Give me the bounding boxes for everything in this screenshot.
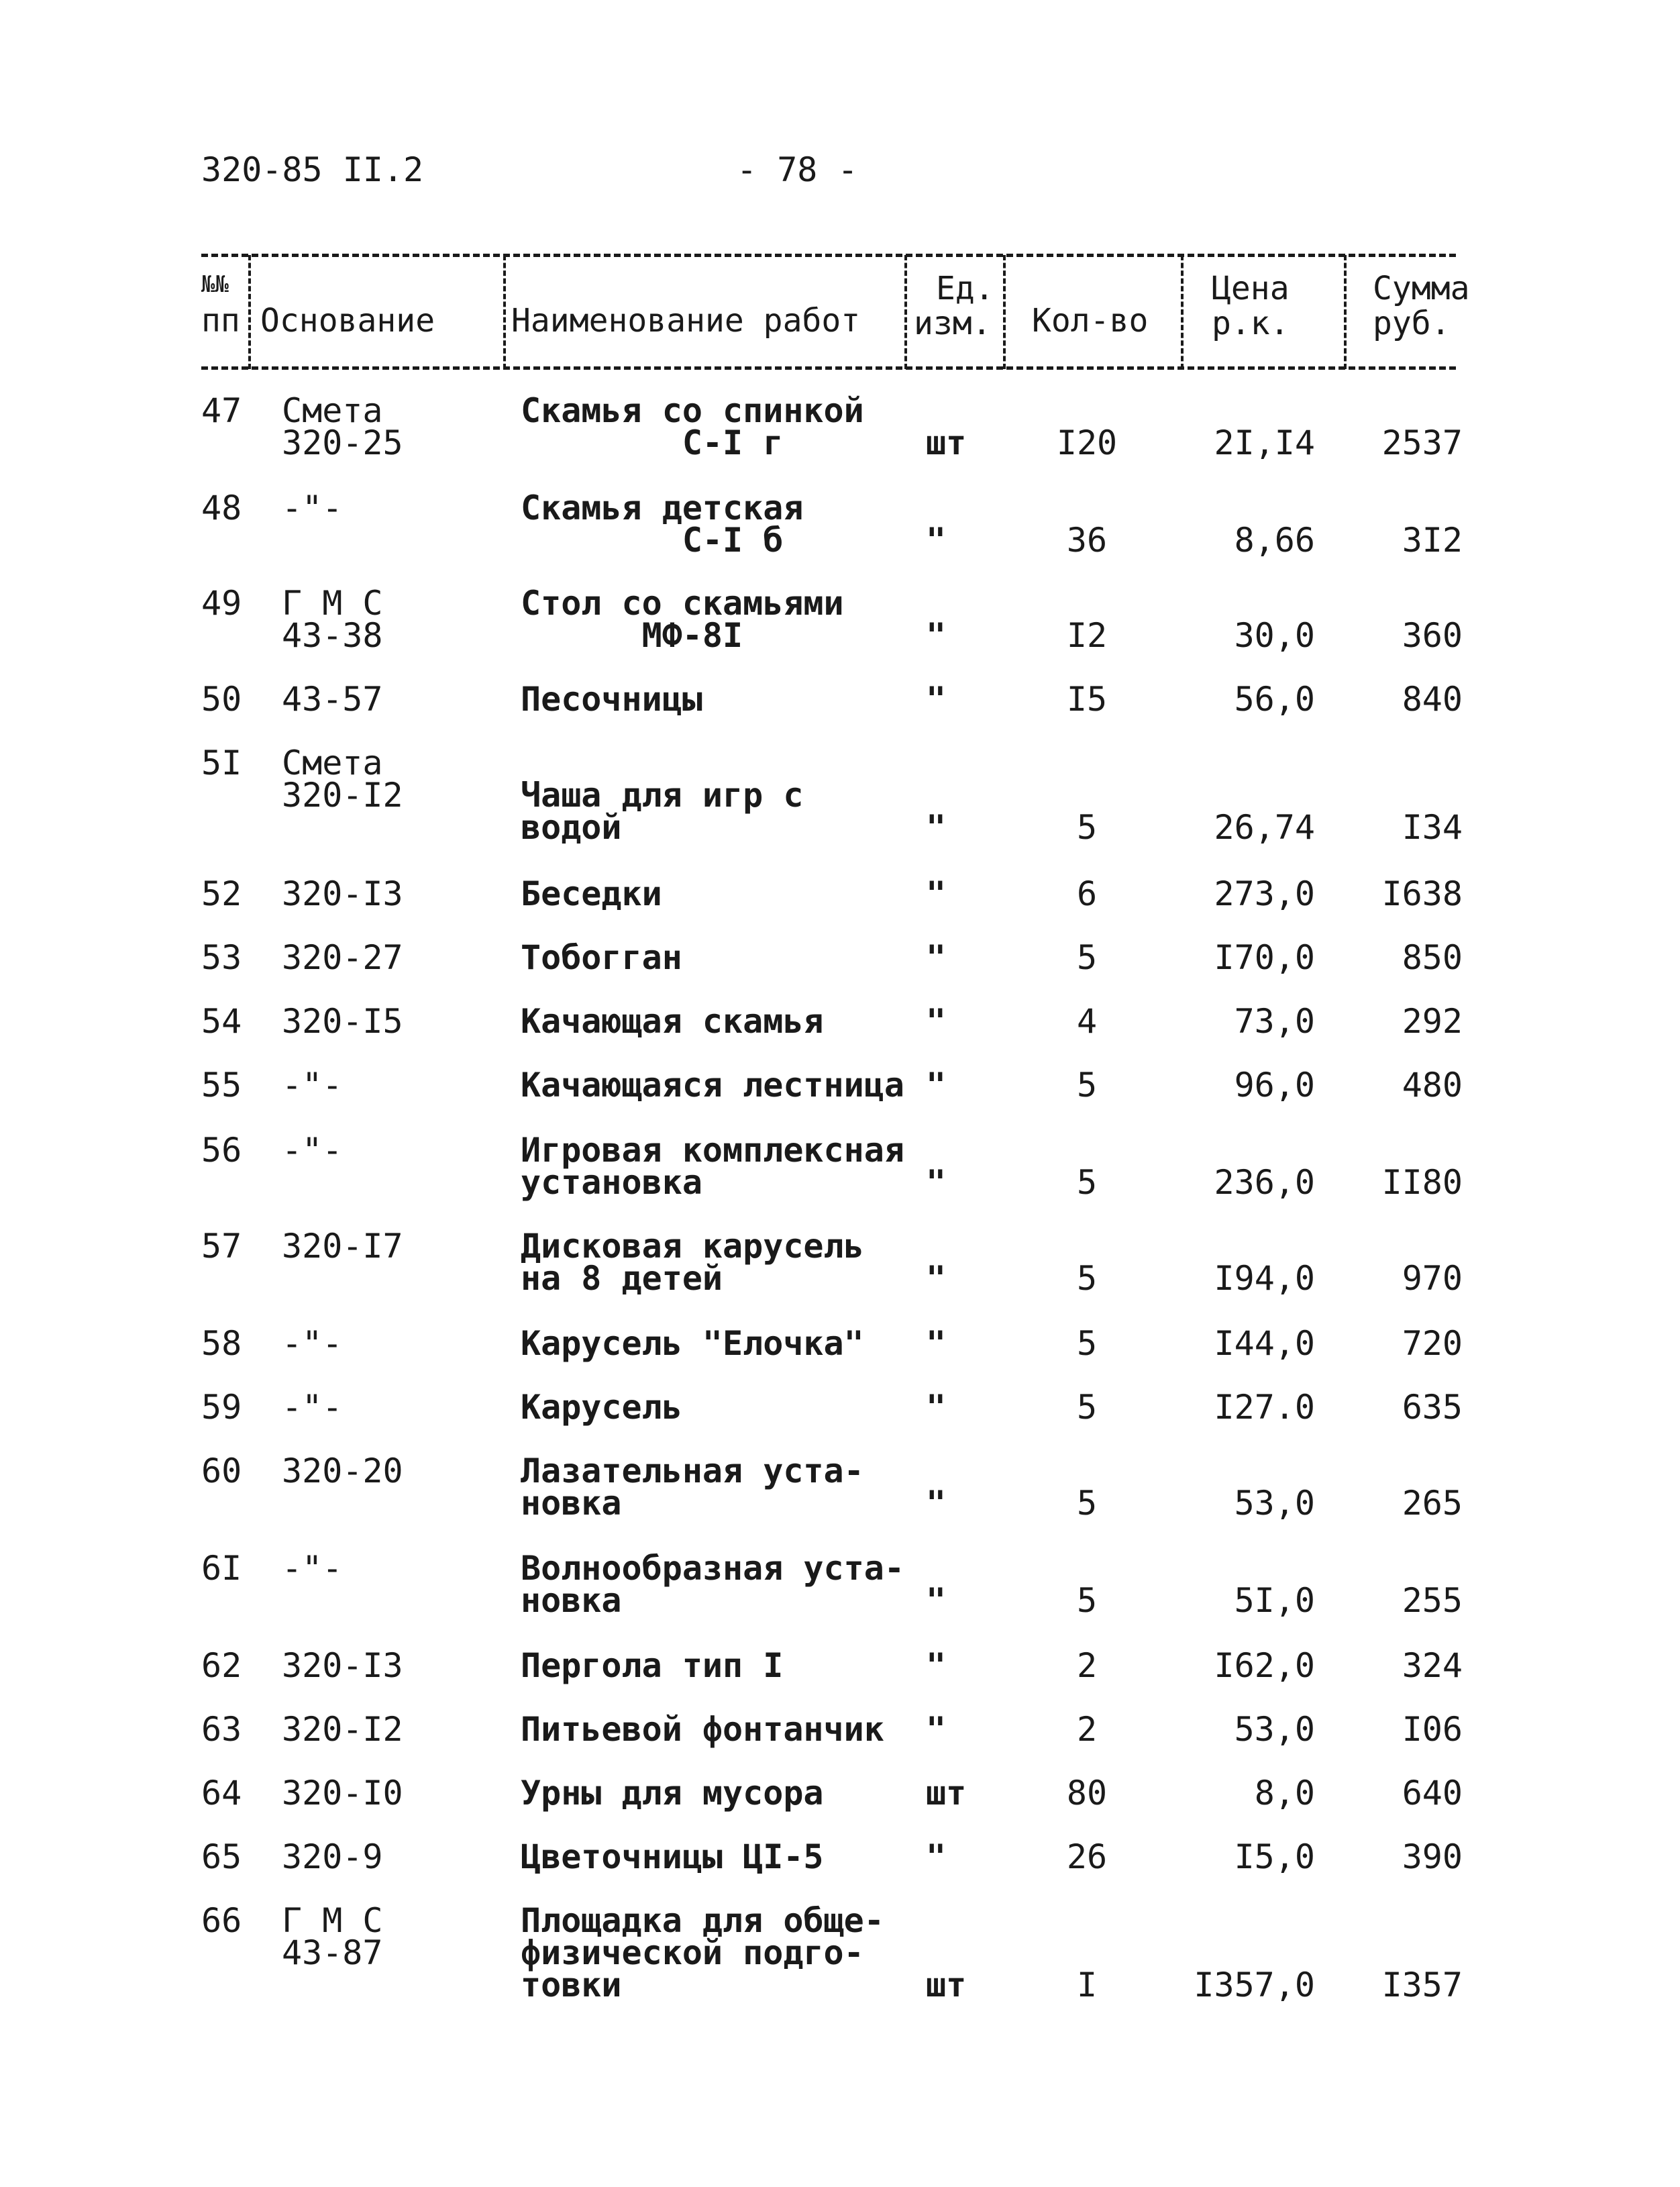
row-unit: " [926, 938, 947, 977]
row-quantity: I20 [1056, 423, 1118, 462]
row-work-name: на 8 детей [521, 1259, 723, 1298]
row-unit: " [926, 680, 947, 719]
row-quantity: 26 [1066, 1837, 1108, 1876]
row-work-name: Скамья со спинкой [521, 391, 864, 430]
row-sum: 3I2 [1402, 521, 1463, 560]
row-unit: " [926, 1002, 947, 1041]
header-qty: Кол-во [1032, 302, 1149, 340]
row-unit: шт [926, 1966, 967, 2004]
row-basis: 43-57 [282, 680, 383, 719]
row-sum: 2537 [1381, 423, 1463, 462]
row-number: 5I [201, 744, 242, 782]
row-work-name: установка [521, 1163, 702, 1202]
row-price: 236,0 [1214, 1163, 1315, 1202]
row-quantity: I2 [1066, 616, 1108, 655]
row-work-name: Волнообразная уста- [521, 1549, 904, 1588]
row-unit: " [926, 874, 947, 913]
row-basis: 320-I7 [282, 1227, 403, 1266]
row-work-name: Чаша для игр с [521, 776, 804, 815]
row-price: 2I,I4 [1214, 423, 1315, 462]
row-sum: 640 [1402, 1774, 1463, 1813]
header-bottom-rule [201, 366, 1456, 370]
row-quantity: 80 [1066, 1774, 1108, 1813]
header-num-line2: пп [201, 302, 240, 340]
row-work-name: Площадка для обще- [521, 1901, 884, 1940]
header-price-line1: Цена [1212, 270, 1290, 307]
row-work-name: физической подго- [521, 1933, 864, 1972]
row-basis: Смета [282, 391, 383, 430]
row-quantity: 2 [1076, 1646, 1098, 1685]
row-work-name: новка [521, 1581, 622, 1620]
row-number: 50 [201, 680, 242, 719]
row-number: 49 [201, 584, 242, 623]
row-basis: 320-I0 [282, 1774, 403, 1813]
row-unit: " [926, 1710, 947, 1749]
row-number: 59 [201, 1388, 242, 1427]
row-unit: " [926, 1066, 947, 1105]
header-num-line1: №№ [201, 271, 229, 298]
row-basis: -"- [282, 1388, 343, 1427]
header-top-rule [201, 254, 1456, 257]
row-price: 8,0 [1254, 1774, 1315, 1813]
row-basis: 43-38 [282, 616, 383, 655]
row-work-name: Песочницы [521, 680, 702, 719]
row-work-name: Карусель "Елочка" [521, 1324, 864, 1363]
row-price: I44,0 [1214, 1324, 1315, 1363]
row-work-name: Стол со скамьями [521, 584, 844, 623]
row-work-name: Урны для мусора [521, 1774, 824, 1813]
header-unit-line2: изм. [914, 305, 992, 342]
row-work-name: Тобогган [521, 938, 682, 977]
row-price: 273,0 [1214, 874, 1315, 913]
header-divider-6 [1344, 255, 1347, 369]
row-work-name: Игровая комплексная [521, 1131, 904, 1170]
row-number: 56 [201, 1131, 242, 1170]
header-basis: Основание [260, 302, 435, 340]
row-basis: -"- [282, 1131, 343, 1170]
row-unit: " [926, 1163, 947, 1202]
row-work-name: Цветочницы ЦI-5 [521, 1837, 824, 1876]
row-number: 53 [201, 938, 242, 977]
row-quantity: 5 [1076, 808, 1098, 847]
row-unit: " [926, 1388, 947, 1427]
row-price: 53,0 [1234, 1484, 1315, 1523]
header-divider-2 [503, 255, 506, 369]
row-sum: 255 [1402, 1581, 1463, 1620]
row-basis: 320-25 [282, 423, 403, 462]
row-number: 52 [201, 874, 242, 913]
row-quantity: 5 [1076, 1324, 1098, 1363]
row-price: I5,0 [1234, 1837, 1315, 1876]
row-unit: шт [926, 423, 967, 462]
header-divider-4 [1003, 255, 1006, 369]
row-number: 57 [201, 1227, 242, 1266]
header-unit-line1: Ед. [936, 270, 994, 307]
row-basis: Г М С [282, 584, 383, 623]
row-unit: " [926, 1484, 947, 1523]
row-basis: 320-20 [282, 1452, 403, 1490]
row-work-name: Пергола тип I [521, 1646, 784, 1685]
row-price: I70,0 [1214, 938, 1315, 977]
row-unit: " [926, 521, 947, 560]
row-quantity: 5 [1076, 1066, 1098, 1105]
row-number: 66 [201, 1901, 242, 1940]
row-sum: 850 [1402, 938, 1463, 977]
row-number: 54 [201, 1002, 242, 1041]
row-quantity: 4 [1076, 1002, 1098, 1041]
row-basis: 320-I3 [282, 874, 403, 913]
row-basis: Г М С [282, 1901, 383, 1940]
row-unit: шт [926, 1774, 967, 1813]
row-number: 48 [201, 489, 242, 527]
row-work-name: Карусель [521, 1388, 682, 1427]
row-basis: 320-I3 [282, 1646, 403, 1685]
row-unit: " [926, 1324, 947, 1363]
row-quantity: 5 [1076, 1259, 1098, 1298]
row-unit: " [926, 1837, 947, 1876]
row-basis: Смета [282, 744, 383, 782]
row-price: 26,74 [1214, 808, 1315, 847]
row-basis: -"- [282, 1549, 343, 1588]
row-number: 58 [201, 1324, 242, 1363]
row-price: I94,0 [1214, 1259, 1315, 1298]
row-work-name: МФ-8I [521, 616, 743, 655]
row-work-name: товки [521, 1966, 622, 2004]
row-basis: -"- [282, 489, 343, 527]
row-quantity: 5 [1076, 1581, 1098, 1620]
row-basis: -"- [282, 1066, 343, 1105]
row-price: 8,66 [1234, 521, 1315, 560]
row-quantity: I [1076, 1966, 1098, 2004]
row-basis: 320-27 [282, 938, 403, 977]
row-price: I357,0 [1194, 1966, 1315, 2004]
header-work-name: Наименование работ [511, 302, 861, 340]
row-sum: I34 [1402, 808, 1463, 847]
row-sum: 265 [1402, 1484, 1463, 1523]
row-work-name: Скамья детская [521, 489, 804, 527]
row-number: 60 [201, 1452, 242, 1490]
row-quantity: 36 [1066, 521, 1108, 560]
row-number: 6I [201, 1549, 242, 1588]
row-work-name: Беседки [521, 874, 662, 913]
row-work-name: водой [521, 808, 622, 847]
row-work-name: Дисковая карусель [521, 1227, 864, 1266]
header-divider-5 [1181, 255, 1184, 369]
row-price: 30,0 [1234, 616, 1315, 655]
row-quantity: I5 [1066, 680, 1108, 719]
row-number: 55 [201, 1066, 242, 1105]
row-price: 53,0 [1234, 1710, 1315, 1749]
row-unit: " [926, 1581, 947, 1620]
header-sum-line1: Сумма [1373, 270, 1470, 307]
row-basis: 320-I2 [282, 776, 403, 815]
row-sum: 970 [1402, 1259, 1463, 1298]
header-sum-line2: руб. [1373, 305, 1451, 342]
header-price-line2: р.к. [1212, 305, 1290, 342]
row-basis: 320-9 [282, 1837, 383, 1876]
row-sum: 840 [1402, 680, 1463, 719]
row-sum: 635 [1402, 1388, 1463, 1427]
row-quantity: 5 [1076, 1484, 1098, 1523]
row-number: 65 [201, 1837, 242, 1876]
row-number: 63 [201, 1710, 242, 1749]
row-number: 64 [201, 1774, 242, 1813]
row-basis: -"- [282, 1324, 343, 1363]
row-sum: 360 [1402, 616, 1463, 655]
document-code: 320-85 II.2 [201, 150, 424, 189]
row-work-name: новка [521, 1484, 622, 1523]
row-price: 73,0 [1234, 1002, 1315, 1041]
row-sum: 480 [1402, 1066, 1463, 1105]
row-sum: I357 [1381, 1966, 1463, 2004]
row-sum: II80 [1381, 1163, 1463, 1202]
row-work-name: Лазательная уста- [521, 1452, 864, 1490]
row-basis: 320-I2 [282, 1710, 403, 1749]
row-price: I62,0 [1214, 1646, 1315, 1685]
header-divider-3 [904, 255, 907, 369]
row-work-name: Качающая скамья [521, 1002, 824, 1041]
page-number: - 78 - [737, 150, 858, 189]
row-quantity: 6 [1076, 874, 1098, 913]
row-quantity: 5 [1076, 1388, 1098, 1427]
row-basis: 43-87 [282, 1933, 383, 1972]
row-price: 96,0 [1234, 1066, 1315, 1105]
row-work-name: Питьевой фонтанчик [521, 1710, 884, 1749]
row-number: 47 [201, 391, 242, 430]
row-unit: " [926, 1259, 947, 1298]
row-basis: 320-I5 [282, 1002, 403, 1041]
row-price: 5I,0 [1234, 1581, 1315, 1620]
row-work-name: С-I б [521, 521, 784, 560]
row-quantity: 2 [1076, 1710, 1098, 1749]
row-unit: " [926, 616, 947, 655]
row-unit: " [926, 808, 947, 847]
row-unit: " [926, 1646, 947, 1685]
row-price: I27.0 [1214, 1388, 1315, 1427]
row-sum: 390 [1402, 1837, 1463, 1876]
row-sum: I06 [1402, 1710, 1463, 1749]
row-sum: 292 [1402, 1002, 1463, 1041]
row-price: 56,0 [1234, 680, 1315, 719]
header-divider-1 [248, 255, 251, 369]
row-quantity: 5 [1076, 938, 1098, 977]
row-sum: I638 [1381, 874, 1463, 913]
row-sum: 324 [1402, 1646, 1463, 1685]
row-quantity: 5 [1076, 1163, 1098, 1202]
row-work-name: С-I г [521, 423, 784, 462]
row-sum: 720 [1402, 1324, 1463, 1363]
row-work-name: Качающаяся лестница [521, 1066, 904, 1105]
row-number: 62 [201, 1646, 242, 1685]
